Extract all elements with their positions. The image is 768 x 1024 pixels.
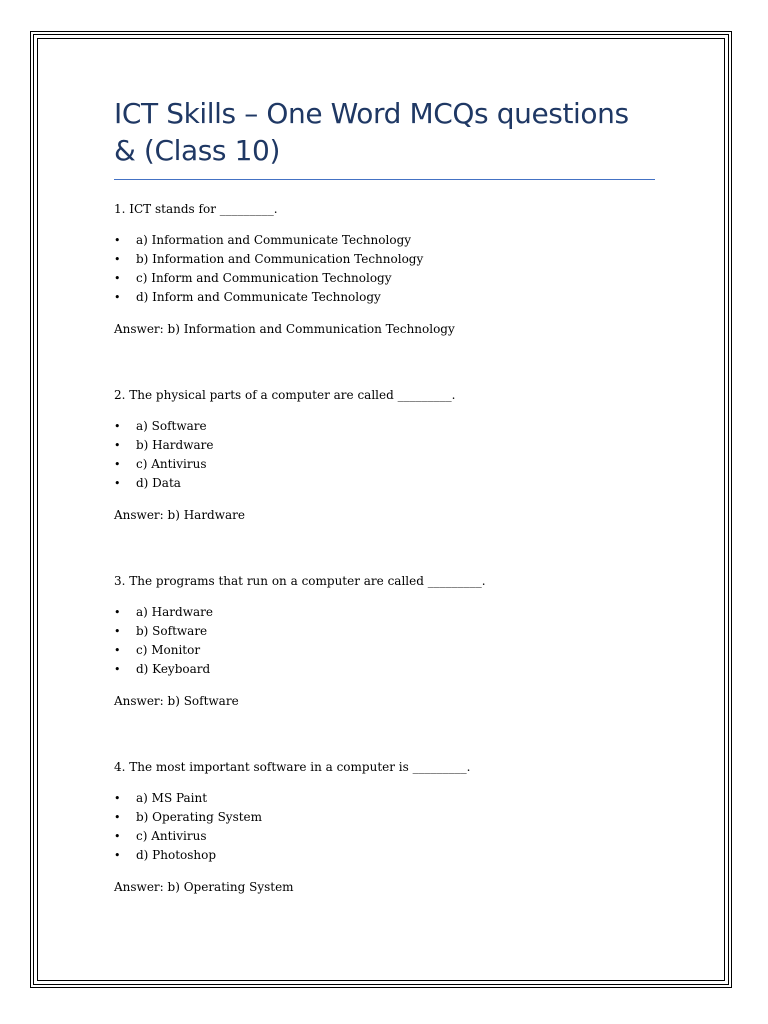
document-title (114, 95, 674, 169)
option-item (114, 827, 674, 846)
bullet-icon: • (114, 272, 121, 285)
option-item (114, 436, 674, 455)
option-list (114, 417, 674, 493)
option-item (114, 641, 674, 660)
option-label: a) Hardware (136, 605, 213, 619)
option-label: c) Inform and Communication Technology (136, 271, 392, 285)
bullet-icon: • (114, 458, 121, 471)
bullet-icon: • (114, 477, 121, 490)
option-label: d) Inform and Communicate Technology (136, 290, 381, 304)
option-item (114, 269, 674, 288)
option-list (114, 231, 674, 307)
option-item (114, 288, 674, 307)
option-item (114, 789, 674, 808)
question-text: 4. The most important software in a computer is _________. (114, 760, 471, 774)
option-item (114, 808, 674, 827)
answer-text: Answer: b) Information and Communication Technology (114, 322, 455, 336)
bullet-icon: • (114, 663, 121, 676)
bullet-icon: • (114, 811, 121, 824)
option-item (114, 231, 674, 250)
bullet-icon: • (114, 291, 121, 304)
option-label: b) Software (136, 624, 208, 638)
question-1 (114, 200, 674, 386)
option-item (114, 622, 674, 641)
option-label: c) Monitor (136, 643, 201, 657)
question-3 (114, 572, 674, 758)
question-text: 2. The physical parts of a computer are called _________. (114, 388, 456, 402)
option-label: d) Keyboard (136, 662, 211, 676)
option-item (114, 603, 674, 622)
bullet-icon: • (114, 849, 121, 862)
question-list (114, 200, 674, 944)
option-item (114, 250, 674, 269)
title-line-2: & (Class 10) (114, 134, 280, 167)
option-label: a) Software (136, 419, 207, 433)
bullet-icon: • (114, 792, 121, 805)
option-label: d) Data (136, 476, 181, 490)
question-2 (114, 386, 674, 572)
option-label: c) Antivirus (136, 829, 207, 843)
option-label: b) Hardware (136, 438, 214, 452)
question-4 (114, 758, 674, 944)
bullet-icon: • (114, 420, 121, 433)
title-line-1: ICT Skills – One Word MCQs questions (114, 97, 629, 130)
option-item (114, 846, 674, 865)
bullet-icon: • (114, 253, 121, 266)
answer-text: Answer: b) Software (114, 694, 239, 708)
bullet-icon: • (114, 644, 121, 657)
bullet-icon: • (114, 625, 121, 638)
bullet-icon: • (114, 234, 121, 247)
option-label: a) MS Paint (136, 791, 208, 805)
answer-text: Answer: b) Hardware (114, 508, 245, 522)
option-label: d) Photoshop (136, 848, 217, 862)
bullet-icon: • (114, 830, 121, 843)
option-label: b) Information and Communication Technology (136, 252, 424, 266)
option-item (114, 417, 674, 436)
option-label: c) Antivirus (136, 457, 207, 471)
question-text: 1. ICT stands for _________. (114, 202, 278, 216)
answer-text: Answer: b) Operating System (114, 880, 294, 894)
bullet-icon: • (114, 439, 121, 452)
bullet-icon: • (114, 606, 121, 619)
option-label: a) Information and Communicate Technology (136, 233, 412, 247)
option-item (114, 455, 674, 474)
option-list (114, 789, 674, 865)
question-text: 3. The programs that run on a computer are called _________. (114, 574, 486, 588)
option-item (114, 474, 674, 493)
option-list (114, 603, 674, 679)
option-label: b) Operating System (136, 810, 263, 824)
title-underline (114, 179, 655, 180)
option-item (114, 660, 674, 679)
